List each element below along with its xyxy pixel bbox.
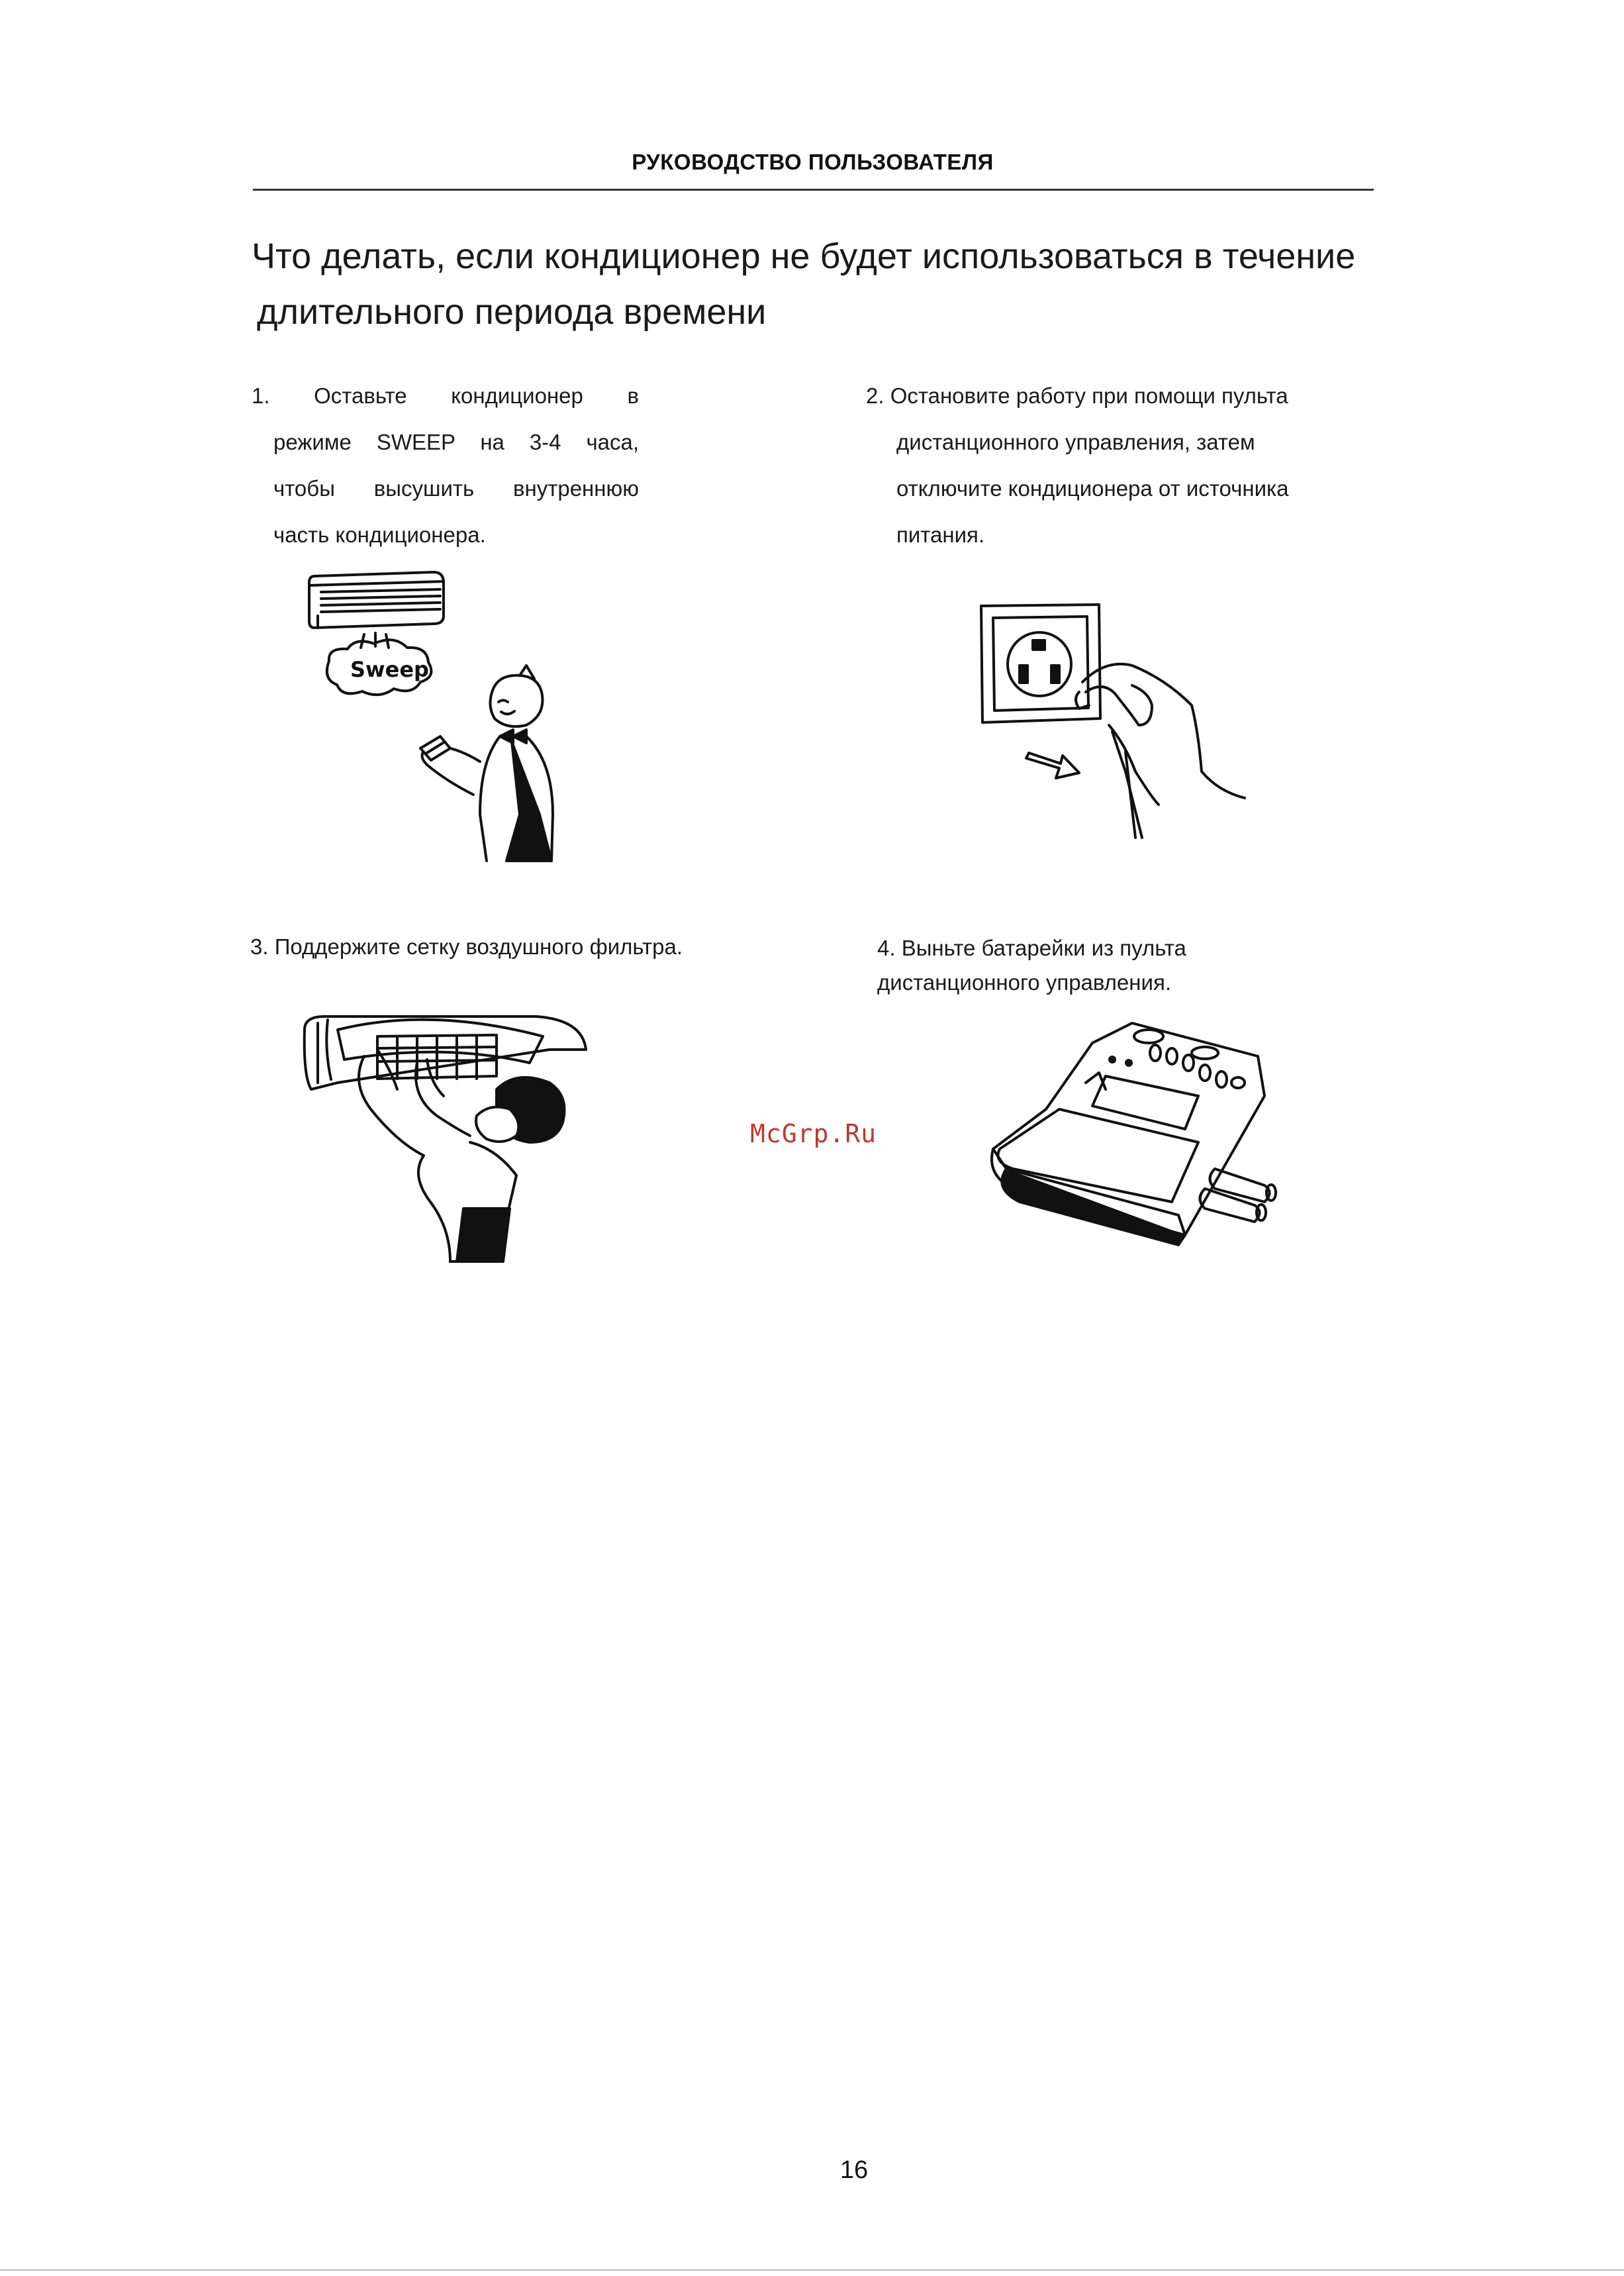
filter-cleaning-icon <box>298 1010 602 1268</box>
page-number: 16 <box>839 2156 869 2184</box>
step-1-line-2 <box>252 419 639 466</box>
step-1-word: в <box>627 383 639 408</box>
step-1-word: чтобы <box>273 476 335 501</box>
step-1-word: кондиционер <box>451 383 583 408</box>
step-1-word: 1. Оставьте <box>252 383 407 408</box>
unplug-socket-icon <box>973 599 1251 844</box>
step-2-line-2: дистанционного управления, затем <box>896 430 1255 454</box>
bottom-divider <box>0 2269 1624 2271</box>
step-3-text <box>250 931 793 963</box>
step-1-text <box>252 373 639 558</box>
step-1-word: 3-4 <box>529 430 561 454</box>
step-4-line-2: дистанционного управления. <box>877 970 1171 995</box>
step-4-line-1: 4. Выньте батарейки из пульта <box>877 936 1186 960</box>
sweep-label: Sweep <box>350 657 429 682</box>
step-2-line-4: питания. <box>896 522 985 547</box>
step-1-word: SWEEP <box>376 430 455 454</box>
step-2-text <box>866 373 1329 558</box>
step-1-line-3 <box>252 466 639 512</box>
page-title-line-2: длительного периода времени <box>257 292 767 332</box>
step-1-word: режиме <box>273 430 352 454</box>
step-1-word: внутреннюю <box>512 476 640 501</box>
step-2-line-3: отключите кондиционера от источника <box>896 476 1289 501</box>
header-divider <box>253 189 1374 191</box>
step-1-word: часа, <box>586 430 640 454</box>
step-1-word: высушить <box>373 476 475 501</box>
air-conditioner-sweep-icon <box>301 563 579 867</box>
step-3-line-1: 3. Поддержите сетку воздушного фильтра. <box>250 934 683 959</box>
step-1-line-1 <box>252 373 639 419</box>
page-title-line-1: Что делать, если кондиционер не будет использоваться в течение <box>252 236 1356 276</box>
document-header: РУКОВОДСТВО ПОЛЬЗОВАТЕЛЯ <box>632 150 994 174</box>
step-4-text <box>877 931 1407 1000</box>
remote-batteries-icon <box>980 1016 1298 1262</box>
page-title <box>252 228 1509 340</box>
step-1-word: на <box>480 430 504 454</box>
watermark: McGrp.Ru <box>750 1119 877 1148</box>
step-1-word: часть кондиционера. <box>273 522 486 547</box>
step-1-line-4 <box>252 512 639 558</box>
step-2-line-1: 2. Остановите работу при помощи пульта <box>866 383 1288 408</box>
